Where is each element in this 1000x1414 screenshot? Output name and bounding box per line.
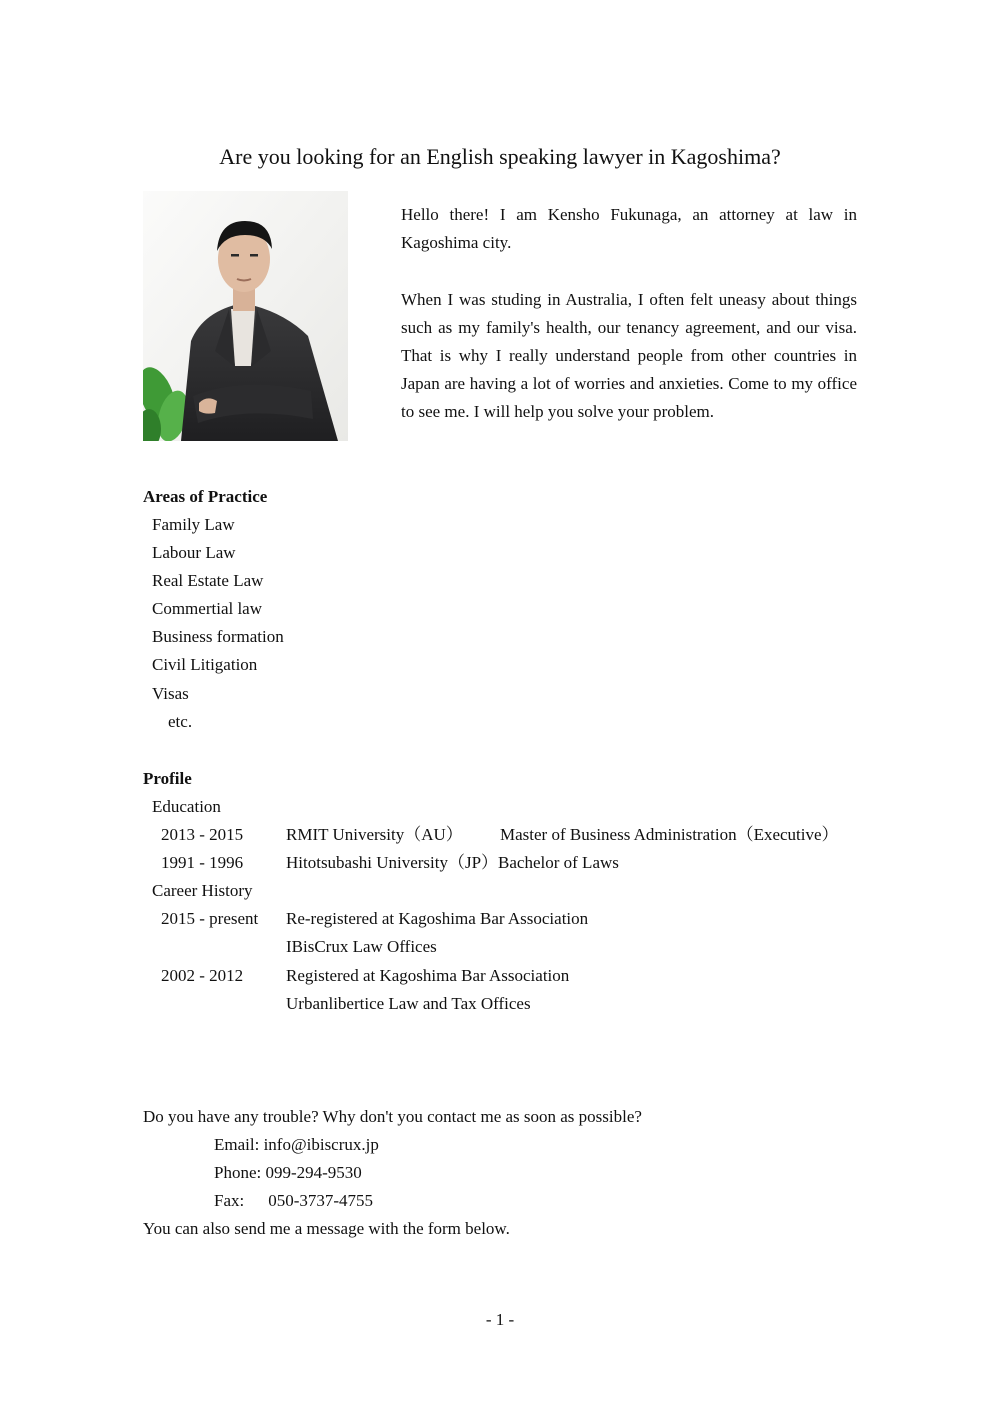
practice-area-item: Civil Litigation xyxy=(152,655,258,675)
practice-area-item: Business formation xyxy=(152,627,284,647)
intro-paragraph-greeting: Hello there! I am Kensho Fukunaga, an attorney at law in Kagoshima city. xyxy=(401,205,857,253)
practice-area-item: etc. xyxy=(168,711,193,731)
career-row xyxy=(143,962,863,990)
practice-area-item: Labour Law xyxy=(152,543,236,563)
career-position: Re-registered at Kagoshima Bar Association xyxy=(286,909,589,929)
career-office: Urbanlibertice Law and Tax Offices xyxy=(286,993,531,1013)
career-row-continued xyxy=(143,990,863,1018)
career-history-label: Career History xyxy=(152,881,253,901)
practice-areas-list xyxy=(152,511,284,736)
practice-area-item: Real Estate Law xyxy=(152,571,264,591)
education-degree: Master of Business Administration（Executive） xyxy=(500,825,839,845)
career-years: 2015 - present xyxy=(161,909,259,929)
email-address: info@ibiscrux.jp xyxy=(263,1135,379,1155)
intro-paragraph-story: When I was studing in Australia, I often felt uneasy about things such as my family's health, our tenancy agreement, and our visa. That is why I really understand people from other countries in Japan are having a lot of worries and anxieties. Come to my office to see me. I will help you solve your problem. xyxy=(401,289,857,422)
intro-text xyxy=(401,201,857,427)
education-years: 1991 - 1996 xyxy=(161,853,244,873)
education-label: Education xyxy=(152,797,221,816)
career-row-continued xyxy=(143,933,863,961)
fax-line xyxy=(143,1187,642,1215)
email-line xyxy=(143,1131,642,1159)
page-title: Are you looking for an English speaking lawyer in Kagoshima? xyxy=(219,144,781,169)
practice-area-item: Visas xyxy=(152,683,189,703)
profile-heading: Profile xyxy=(143,769,192,788)
page-number: - 1 - xyxy=(485,1310,515,1329)
contact-closing: You can also send me a message with the form below. xyxy=(143,1219,510,1239)
contact-section xyxy=(143,1103,642,1243)
practice-area-item: Commertial law xyxy=(152,599,263,619)
profile-section xyxy=(143,793,863,1018)
areas-of-practice-heading: Areas of Practice xyxy=(143,487,268,506)
phone-number: 099-294-9530 xyxy=(265,1163,362,1183)
portrait-photo xyxy=(143,191,348,441)
career-position: Registered at Kagoshima Bar Association xyxy=(286,965,570,985)
education-years: 2013 - 2015 xyxy=(161,825,244,845)
career-years: 2002 - 2012 xyxy=(161,965,244,985)
practice-area-item: Family Law xyxy=(152,515,235,534)
email-label: Email: xyxy=(214,1135,260,1155)
fax-label: Fax: xyxy=(214,1191,245,1211)
education-institution: RMIT University（AU） xyxy=(286,825,463,845)
education-row xyxy=(143,821,863,849)
career-row xyxy=(143,905,863,933)
fax-number: 050-3737-4755 xyxy=(268,1191,374,1211)
phone-line xyxy=(143,1159,642,1187)
education-row xyxy=(143,849,863,877)
career-office: IBisCrux Law Offices xyxy=(286,937,437,957)
education-institution: Hitotsubashi University（JP）Bachelor of Laws xyxy=(286,853,619,873)
contact-question: Do you have any trouble? Why don't you contact me as soon as possible? xyxy=(143,1107,642,1126)
phone-label: Phone: xyxy=(214,1163,262,1183)
